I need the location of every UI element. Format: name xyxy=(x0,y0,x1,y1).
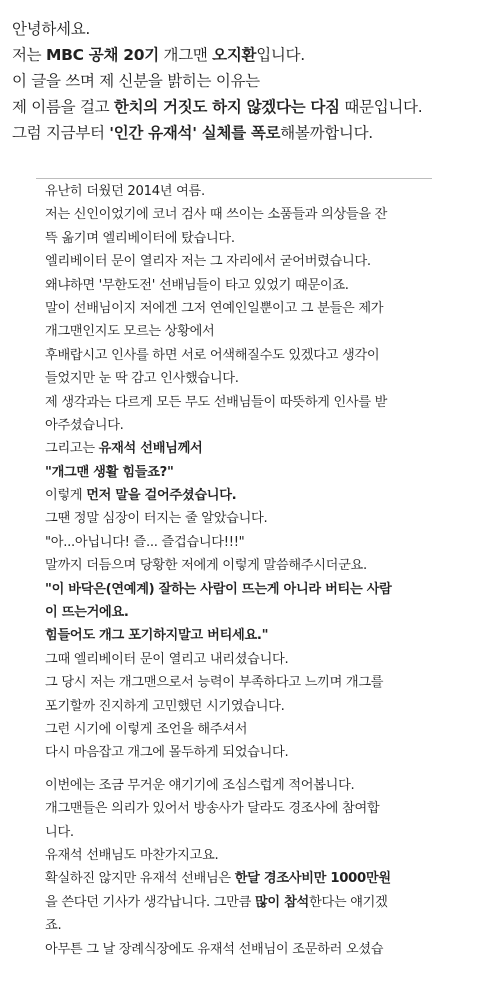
text-span: 엘리베이터 문이 열리자 저는 그 자리에서 굳어버렸습니다. xyxy=(45,254,371,270)
story-line xyxy=(45,648,495,671)
story-line xyxy=(45,414,495,437)
text-span: 이 글을 쓰며 제 신분을 밝히는 이유는 xyxy=(12,72,260,90)
bold-text: 힘들어도 개그 포기하지말고 버티세요." xyxy=(45,628,269,644)
intro-line xyxy=(12,94,492,120)
story-line xyxy=(45,774,495,797)
paragraph-gap xyxy=(45,765,495,774)
text-span: 때문입니다. xyxy=(339,98,423,116)
story-line xyxy=(45,203,495,226)
story-line xyxy=(45,821,495,844)
text-span: 개그맨들은 의리가 있어서 방송사가 달라도 경조사에 참여합 xyxy=(45,801,380,817)
bold-text: 많이 참석 xyxy=(254,894,309,910)
story-line xyxy=(45,797,495,820)
text-span: 아무튼 그 날 장례식장에도 유재석 선배님이 조문하러 오셨습 xyxy=(45,941,384,957)
bold-text: "이 바닥은(연예계) 잘하는 사람이 뜨는게 아니라 버티는 사람 xyxy=(45,581,392,597)
bold-text: 먼저 말을 걸어주셨습니다. xyxy=(86,488,237,504)
bold-text: '인간 유재석' 실체를 폭로 xyxy=(109,124,281,142)
story-line xyxy=(45,578,495,601)
text-span: 왜냐하면 '무한도전' 선배님들이 타고 있었기 때문이죠. xyxy=(45,277,349,293)
story-line xyxy=(45,437,495,460)
text-span: 아주셨습니다. xyxy=(45,417,124,433)
text-span: 이번에는 조금 무거운 얘기기에 조심스럽게 적어봅니다. xyxy=(45,777,355,793)
text-span: 뜩 옮기며 엘리베이터에 탔습니다. xyxy=(45,230,235,246)
bold-text: 이 뜨는거에요. xyxy=(45,605,129,621)
text-span: 죠. xyxy=(45,918,62,934)
story-line xyxy=(45,461,495,484)
story-line xyxy=(45,344,495,367)
text-span: 한다는 얘기겠 xyxy=(309,894,388,910)
story-line xyxy=(45,718,495,741)
story-section xyxy=(45,180,495,961)
story-line xyxy=(45,671,495,694)
text-span: 후배랍시고 인사를 하면 서로 어색해질수도 있겠다고 생각이 xyxy=(45,347,380,363)
story-line xyxy=(45,914,495,937)
intro-section xyxy=(12,16,492,146)
text-span: 그 당시 저는 개그맨으로서 능력이 부족하다고 느끼며 개그를 xyxy=(45,675,384,691)
text-span: 그땐 정말 심장이 터지는 줄 알았습니다. xyxy=(45,511,268,527)
text-span: 제 이름을 걸고 xyxy=(12,98,114,116)
text-span: 이렇게 xyxy=(45,488,87,504)
bold-text: 한달 경조사비만 1000만원 xyxy=(234,871,391,887)
text-span: 안녕하세요. xyxy=(12,20,90,38)
story-line xyxy=(45,741,495,764)
story-line xyxy=(45,484,495,507)
story-line xyxy=(45,297,495,320)
intro-line xyxy=(12,16,492,42)
intro-line xyxy=(12,120,492,146)
story-line xyxy=(45,938,495,961)
intro-line xyxy=(12,68,492,94)
text-span: 말이 선배님이지 저에겐 그저 연예인일뿐이고 그 분들은 제가 xyxy=(45,300,384,316)
story-line xyxy=(45,320,495,343)
text-span: 그때 엘리베이터 문이 열리고 내리셨습니다. xyxy=(45,651,289,667)
text-span: 입니다. xyxy=(256,46,305,64)
story-line xyxy=(45,507,495,530)
text-span: 니다. xyxy=(45,824,74,840)
story-line xyxy=(45,844,495,867)
story-line xyxy=(45,601,495,624)
text-span: 해볼까합니다. xyxy=(280,124,373,142)
story-line xyxy=(45,891,495,914)
story-line xyxy=(45,227,495,250)
text-span: "아...아닙니다! 즐... 즐겁습니다!!!" xyxy=(45,534,245,550)
text-span: 들었지만 눈 딱 감고 인사했습니다. xyxy=(45,371,239,387)
text-span: 개그맨 xyxy=(158,46,213,64)
story-line xyxy=(45,554,495,577)
bold-text: 유재석 선배님께서 xyxy=(98,441,203,457)
text-span: 개그맨인지도 모르는 상황에서 xyxy=(45,324,215,340)
section-divider xyxy=(36,178,432,179)
bold-text: "개그맨 생활 힘들죠?" xyxy=(45,464,174,480)
story-line xyxy=(45,274,495,297)
bold-text: MBC 공채 20기 xyxy=(45,46,159,64)
story-line xyxy=(45,867,495,890)
story-line xyxy=(45,624,495,647)
story-line xyxy=(45,695,495,718)
intro-line xyxy=(12,42,492,68)
text-span: 그런 시기에 이렇게 조언을 해주셔서 xyxy=(45,721,248,737)
bold-text: 오지환 xyxy=(212,46,257,64)
text-span: 유재석 선배님도 마찬가지고요. xyxy=(45,847,219,863)
text-span: 다시 마음잡고 개그에 몰두하게 되었습니다. xyxy=(45,745,289,761)
text-span: 을 쓴다던 기사가 생각납니다. 그만큼 xyxy=(45,894,255,910)
text-span: 포기할까 진지하게 고민했던 시기였습니다. xyxy=(45,698,285,714)
bold-text: 한치의 거짓도 하지 않겠다는 다짐 xyxy=(113,98,340,116)
text-span: 저는 xyxy=(12,46,46,64)
text-span: 유난히 더웠던 2014년 여름. xyxy=(45,184,205,199)
text-span: 확실하진 않지만 유재석 선배님은 xyxy=(45,871,235,887)
text-span: 말까지 더듬으며 당황한 저에게 이렇게 말씀해주시더군요. xyxy=(45,558,367,574)
story-line xyxy=(45,391,495,414)
text-span: 그리고는 xyxy=(45,441,99,457)
text-span: 그럼 지금부터 xyxy=(12,124,110,142)
story-line xyxy=(45,180,495,203)
text-span: 제 생각과는 다르게 모든 무도 선배님들이 따뜻하게 인사를 받 xyxy=(45,394,388,410)
story-line xyxy=(45,367,495,390)
story-line xyxy=(45,531,495,554)
story-line xyxy=(45,250,495,273)
text-span: 저는 신인이었기에 코너 검사 때 쓰이는 소품들과 의상들을 잔 xyxy=(45,207,388,223)
